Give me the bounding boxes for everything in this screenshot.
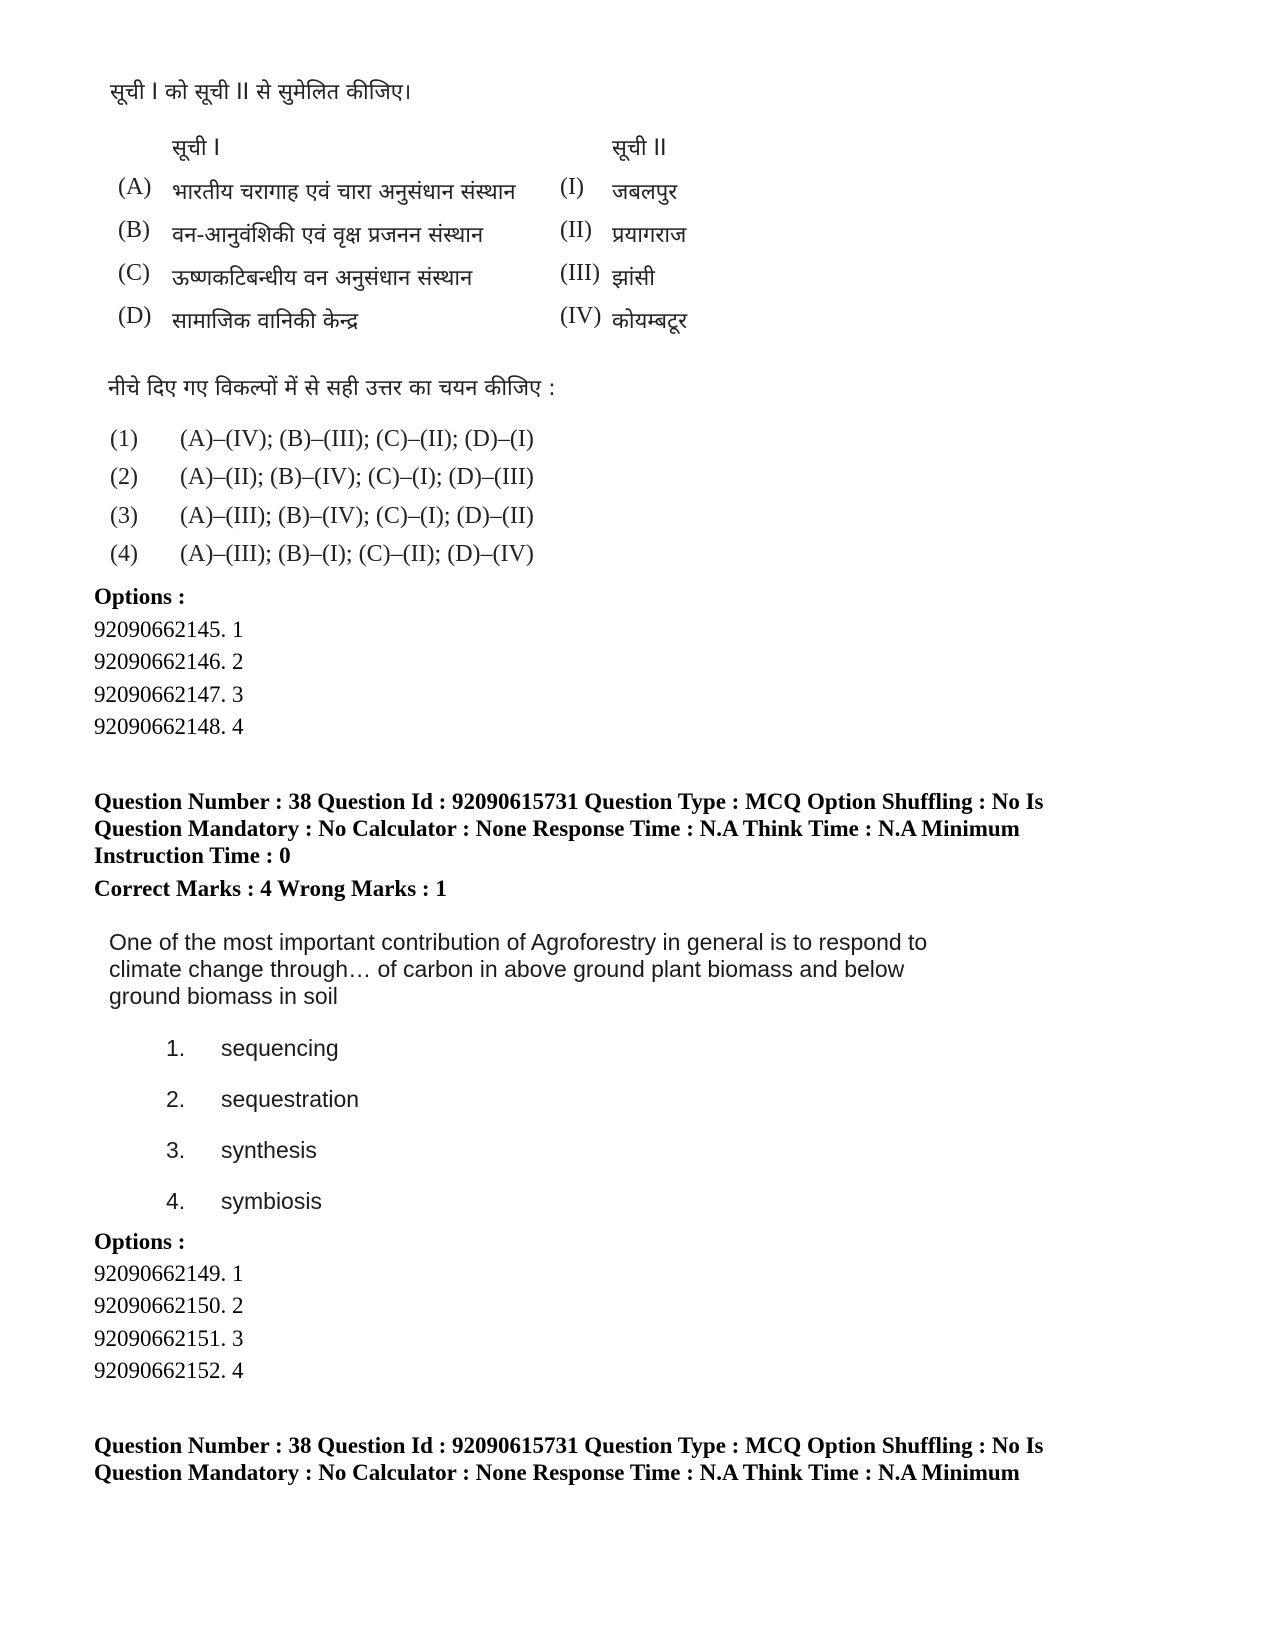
option-line: 92090662149. 1 <box>94 1261 244 1286</box>
choice-text: (A)–(III); (B)–(IV); (C)–(I); (D)–(II) <box>180 503 534 529</box>
answer-number: 1. <box>166 1035 186 1061</box>
choice-text: (A)–(II); (B)–(IV); (C)–(I); (D)–(III) <box>180 464 534 490</box>
list1-item: वन-आनुवंशिकी एवं वृक्ष प्रजनन संस्थान <box>172 223 484 248</box>
option-line: 92090662146. 2 <box>94 649 244 674</box>
list2-label: (IV) <box>560 303 602 329</box>
question-text: One of the most important contribution of Agroforestry in general is to respond to <box>109 929 928 955</box>
list1-item: भारतीय चरागाह एवं चारा अनुसंधान संस्थान <box>172 180 516 205</box>
choice-number: (2) <box>110 464 138 490</box>
question-text: climate change through… of carbon in above ground plant biomass and below <box>109 956 905 982</box>
list2-item: जबलपुर <box>612 180 678 205</box>
answer-text: sequencing <box>221 1035 339 1061</box>
option-line: 92090662148. 4 <box>94 714 244 739</box>
marks-line: Correct Marks : 4 Wrong Marks : 1 <box>94 876 447 901</box>
list2-item: कोयम्बटूर <box>612 309 688 334</box>
choice-number: (4) <box>110 541 138 567</box>
list1-label: (B) <box>118 217 150 243</box>
question-meta-line: Question Mandatory : No Calculator : None Response Time : N.A Think Time : N.A Minimum <box>94 1460 1020 1485</box>
answer-text: sequestration <box>221 1086 360 1112</box>
list1-item: सामाजिक वानिकी केन्द्र <box>172 309 359 334</box>
answer-number: 2. <box>166 1086 186 1112</box>
option-line: 92090662152. 4 <box>94 1358 244 1383</box>
answer-number: 3. <box>166 1137 186 1163</box>
option-line: 92090662150. 2 <box>94 1293 244 1318</box>
match-instruction: सूची I को सूची II से सुमेलित कीजिए। <box>110 80 412 105</box>
choice-text: (A)–(IV); (B)–(III); (C)–(II); (D)–(I) <box>180 426 534 452</box>
option-line: 92090662145. 1 <box>94 617 244 642</box>
answer-text: symbiosis <box>221 1188 322 1214</box>
list1-label: (D) <box>118 303 152 329</box>
list2-header: सूची II <box>612 136 667 161</box>
list1-item: ऊष्णकटिबन्धीय वन अनुसंधान संस्थान <box>172 266 473 291</box>
options-label: Options : <box>94 584 186 609</box>
choice-number: (1) <box>110 426 138 452</box>
choice-text: (A)–(III); (B)–(I); (C)–(II); (D)–(IV) <box>180 541 534 567</box>
question-meta-line: Question Number : 38 Question Id : 92090615731 Question Type : MCQ Option Shuffling : No Is <box>94 1433 1044 1458</box>
list1-label: (C) <box>118 260 150 286</box>
option-line: 92090662151. 3 <box>94 1326 244 1351</box>
list1-label: (A) <box>118 174 152 200</box>
question-meta-line: Question Mandatory : No Calculator : None Response Time : N.A Think Time : N.A Minimum <box>94 816 1020 841</box>
list2-item: झांसी <box>612 266 655 291</box>
list2-label: (I) <box>560 174 584 200</box>
option-line: 92090662147. 3 <box>94 682 244 707</box>
list1-header: सूची I <box>172 136 221 161</box>
answer-text: synthesis <box>221 1137 317 1163</box>
list2-label: (II) <box>560 217 592 243</box>
question-text: ground biomass in soil <box>109 983 338 1009</box>
question-meta-line: Instruction Time : 0 <box>94 843 291 868</box>
list2-label: (III) <box>560 260 600 286</box>
choose-instruction: नीचे दिए गए विकल्पों में से सही उत्तर का चयन कीजिए : <box>108 376 556 401</box>
list2-item: प्रयागराज <box>612 223 687 248</box>
options-label: Options : <box>94 1229 186 1254</box>
choice-number: (3) <box>110 503 138 529</box>
question-meta-line: Question Number : 38 Question Id : 92090615731 Question Type : MCQ Option Shuffling : No Is <box>94 789 1044 814</box>
answer-number: 4. <box>166 1188 186 1214</box>
